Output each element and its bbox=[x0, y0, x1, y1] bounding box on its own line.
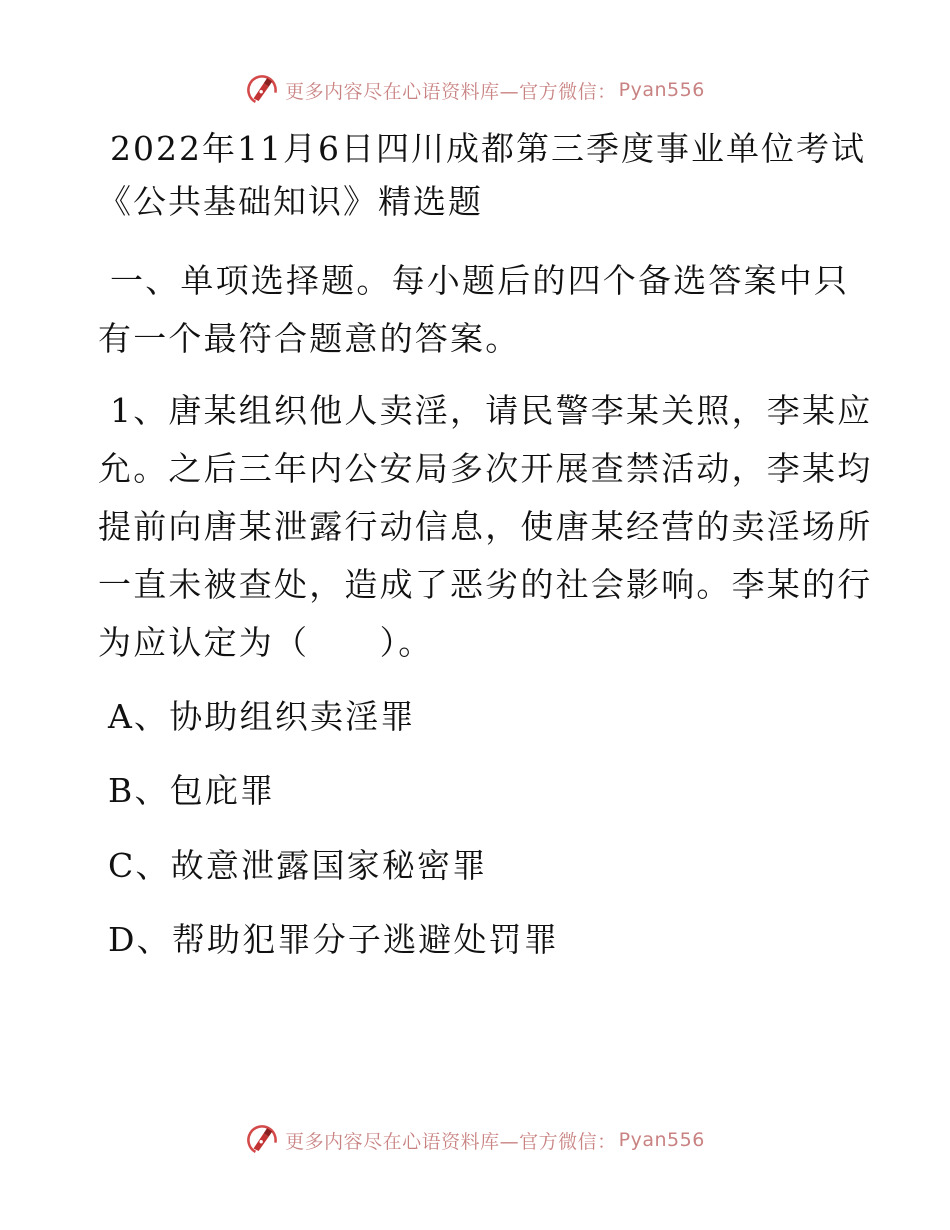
title-line-2: 《公共基础知识》精选题 bbox=[98, 182, 483, 221]
footer-watermark bbox=[0, 1120, 950, 1160]
header-watermark bbox=[0, 70, 950, 110]
watermark-text: 更多内容尽在心语资料库—官方微信： bbox=[285, 80, 617, 103]
option-a: A、协助组织卖淫罪 bbox=[108, 697, 416, 736]
question-line: 允。之后三年内公安局多次开展查禁活动，李某均 bbox=[98, 449, 873, 488]
section-instructions bbox=[98, 252, 858, 368]
question-line: 一直未被查处，造成了恶劣的社会影响。李某的行 bbox=[98, 565, 873, 604]
watermark-contact: Pyan556 bbox=[618, 79, 705, 101]
pen-nib-logo-icon bbox=[245, 73, 279, 107]
watermark-text: 更多内容尽在心语资料库—官方微信： bbox=[285, 1130, 617, 1153]
option-c: C、故意泄露国家秘密罪 bbox=[108, 846, 488, 885]
option-d: D、帮助犯罪分子逃避处罚罪 bbox=[108, 920, 560, 959]
section-line-1: 一、单项选择题。每小题后的四个备选答案中只 bbox=[110, 261, 850, 300]
question-1 bbox=[98, 382, 873, 672]
watermark-contact: Pyan556 bbox=[618, 1129, 705, 1151]
option-b: B、包庇罪 bbox=[108, 771, 276, 810]
section-line-2: 有一个最符合题意的答案。 bbox=[98, 319, 521, 358]
question-line: 1、唐某组织他人卖淫，请民警李某关照，李某应 bbox=[110, 391, 873, 430]
pen-nib-logo-icon bbox=[245, 1123, 279, 1157]
title-line-1: 2022年11月6日四川成都第三季度事业单位考试 bbox=[110, 129, 866, 168]
question-line: 为应认定为（ ）。 bbox=[98, 623, 434, 662]
question-line: 提前向唐某泄露行动信息，使唐某经营的卖淫场所 bbox=[98, 507, 873, 546]
document-title bbox=[98, 122, 866, 228]
